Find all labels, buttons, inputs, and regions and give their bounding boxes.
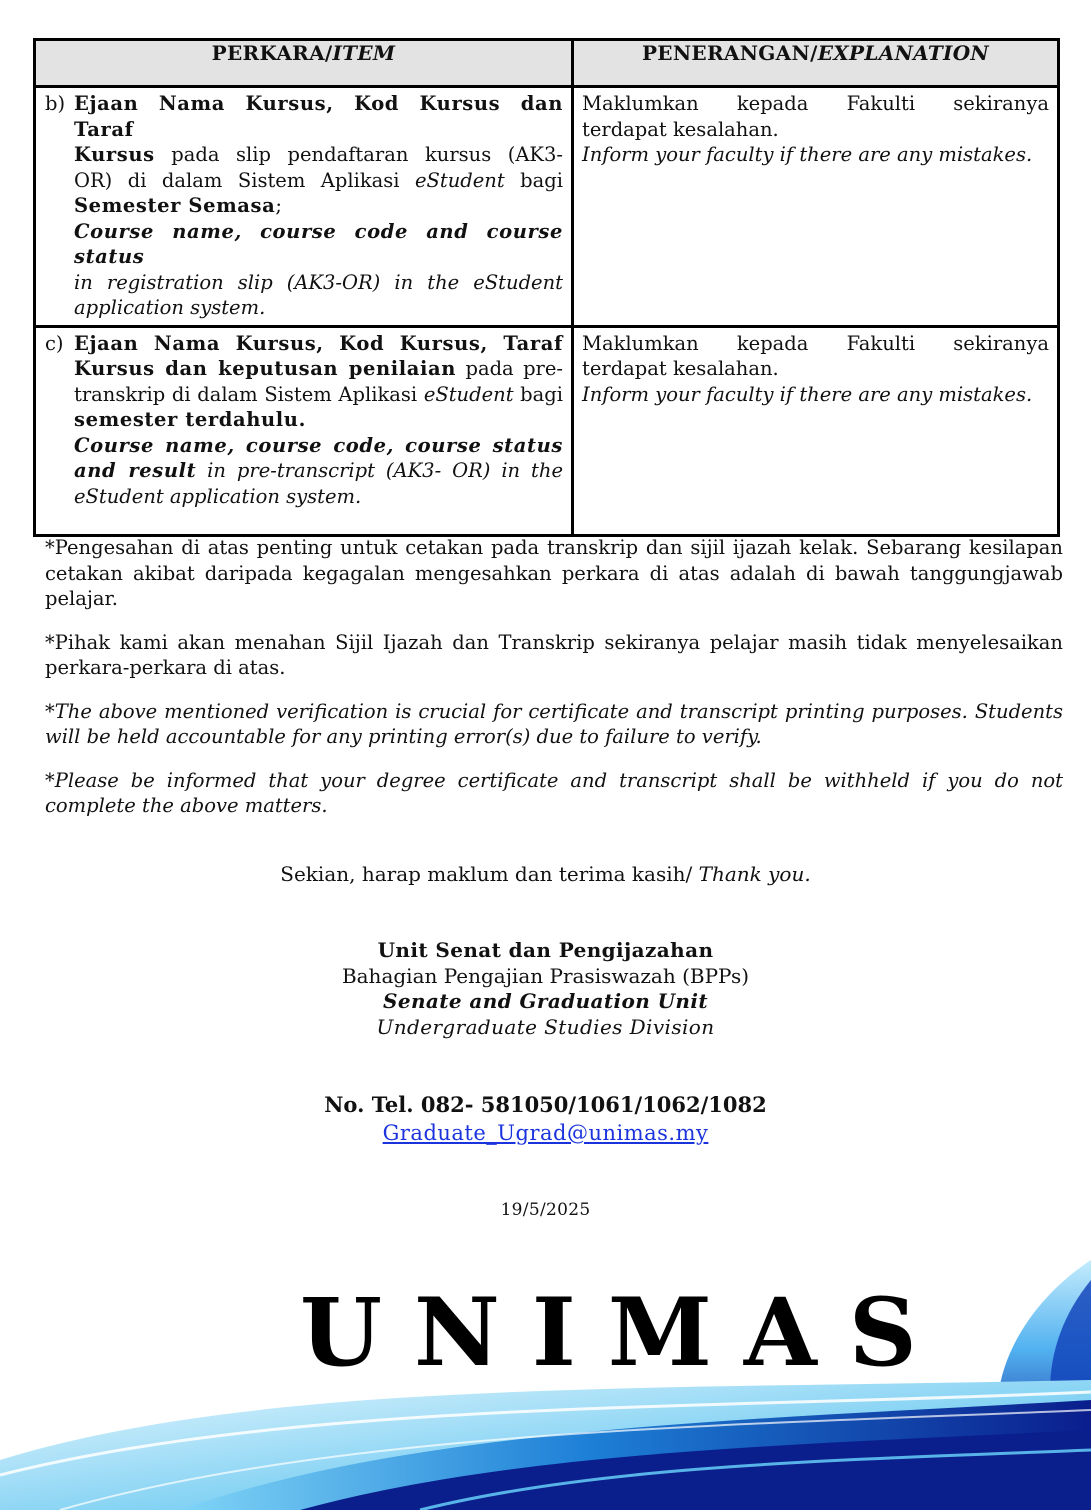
note-paragraph: *The above mentioned verification is crucial for certificate and transcript printing purposes. Students will be held accountable for any printing error(s) due to failure to verify. — [45, 699, 1063, 748]
table-header-row — [35, 40, 1059, 87]
division-name-ms: Bahagian Pengajian Prasiswazah (BPPs) — [341, 963, 750, 988]
header-item: PERKARA/ITEM — [35, 40, 573, 87]
signature-block — [0, 938, 1091, 1040]
closing-line: Sekian, harap maklum dan terima kasih/ Thank you. — [280, 862, 811, 886]
item-cell-c: c) Ejaan Nama Kursus, Kod Kursus, Taraf Kursus dan keputusan penilaian pada pre- transkrip di dalam Sistem Aplikasi eStudent bagi semester terdahulu. Course name, course code, course status and result in pre-transcript (AK3- OR) in the eStudent application system. — [35, 326, 573, 535]
contact-block — [0, 1091, 1091, 1147]
explanation-cell-c: Maklumkan kepada Fakulti sekiranya terdapat kesalahan. Inform your faculty if there are any mistakes. — [573, 326, 1059, 535]
phone-number: No. Tel. 082- 581050/1061/1062/1082 — [324, 1092, 767, 1117]
item-cell-b: b) Ejaan Nama Kursus, Kod Kursus dan Taraf Kursus pada slip pendaftaran kursus (AK3- OR) di dalam Sistem Aplikasi eStudent bagi Semester Semasa; Course name, course code and course status in registration slip (AK3-OR) in the eStudent application system. — [35, 87, 573, 327]
items-table — [33, 38, 1060, 537]
note-paragraph: *Please be informed that your degree certificate and transcript shall be withheld if you do not complete the above matters. — [45, 768, 1063, 817]
explanation-cell-b: Maklumkan kepada Fakulti sekiranya terdapat kesalahan. Inform your faculty if there are any mistakes. — [573, 87, 1059, 327]
table-row — [35, 326, 1059, 535]
item-letter: c) — [45, 331, 64, 355]
email-link[interactable]: Graduate_Ugrad@unimas.my — [382, 1121, 709, 1145]
note-paragraph: *Pihak kami akan menahan Sijil Ijazah dan Transkrip sekiranya pelajar masih tidak menyelesaikan perkara-perkara di atas. — [45, 630, 1063, 679]
division-name-en: Undergraduate Studies Division — [376, 1014, 715, 1039]
notes-section — [45, 535, 1063, 837]
note-paragraph: *Pengesahan di atas penting untuk cetakan pada transkrip dan sijil ijazah kelak. Sebarang kesilapan cetakan akibat daripada kegagalan mengesahkan perkara di atas adalah di bawah tanggungjawab pelajar. — [45, 536, 1063, 610]
unimas-logo-wordmark: UNIMAS — [300, 1278, 949, 1388]
table-row — [35, 87, 1059, 327]
unit-name-en: Senate and Graduation Unit — [383, 989, 708, 1013]
document-date: 19/5/2025 — [500, 1200, 591, 1220]
header-explanation: PENERANGAN/EXPLANATION — [573, 40, 1059, 87]
unit-name-ms: Unit Senat dan Pengijazahan — [377, 938, 714, 962]
item-letter: b) — [45, 92, 66, 115]
